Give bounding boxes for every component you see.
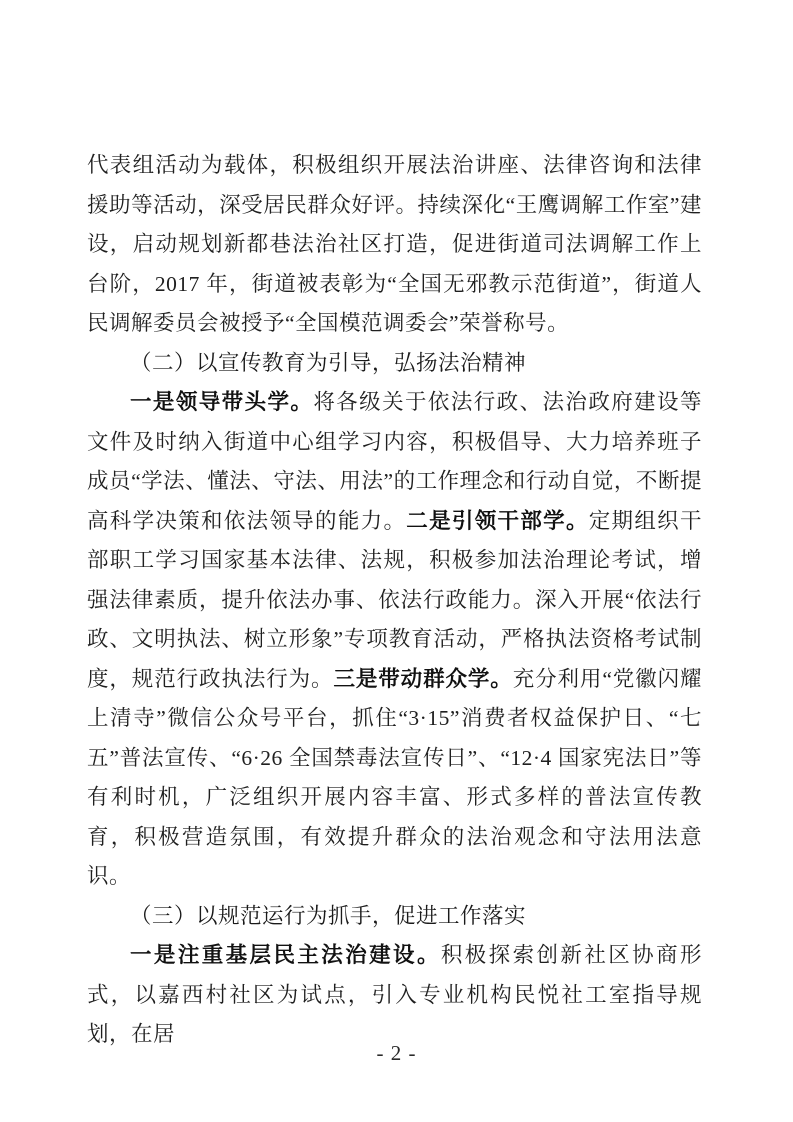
body-text: 积极探索创新社区协商形式，以嘉西村社区为试点，引入专业机构民悦社工室指导规划，在居 [87, 943, 702, 1046]
body-text: （三）以规范运行为抓手，促进工作落实 [130, 903, 527, 928]
section-heading [87, 897, 702, 937]
page-number: - 2 - [376, 1041, 417, 1065]
bold-lead-text: 二是引领干部学。 [406, 508, 589, 533]
body-text: （二）以宣传教育为引导，弘扬法治精神 [130, 350, 527, 375]
body-text: 充分利用“党徽闪耀上清寺”微信公众号平台，抓住“3·15”消费者权益保护日、“七五”普法宣传、“6·26 全国禁毒法宣传日”、“12·4 国家宪法日”等有利时机，广泛组织开展内容丰富、形式多样的普法宣传教育，积极营造氛围，有效提升群众的法治观念和守法用法意识。 [87, 666, 702, 888]
body-paragraph [87, 936, 702, 1055]
body-paragraph [87, 383, 702, 897]
body-paragraph [87, 146, 702, 344]
body-text: 定期组织干部职工学习国家基本法律、法规，积极参加法治理论考试，增强法律素质，提升依法办事、依法行政能力。深入开展“依法行政、文明执法、树立形象”专项教育活动，严格执法资格考试制度，规范行政执法行为。 [87, 508, 702, 691]
body-text: 代表组活动为载体，积极组织开展法治讲座、法律咨询和法律援助等活动，深受居民群众好评。持续深化“王鹰调解工作室”建设，启动规划新都巷法治社区打造，促进街道司法调解工作上台阶，2017 年，街道被表彰为“全国无邪教示范街道”，街道人民调解委员会被授予“全国模范调委会”荣誉称号。 [87, 153, 702, 335]
body-text: 将各级关于依法行政、法治政府建设等文件及时纳入街道中心组学习内容，积极倡导、大力培养班子成员“学法、懂法、守法、用法”的工作理念和行动自觉，不断提高科学决策和依法领导的能力。 [87, 390, 702, 533]
bold-lead-text: 一是领导带头学。 [130, 390, 314, 414]
bold-lead-text: 一是注重基层民主法治建设。 [130, 943, 441, 967]
document-body [87, 146, 702, 1055]
bold-lead-text: 三是带动群众学。 [333, 666, 513, 691]
section-heading [87, 344, 702, 384]
